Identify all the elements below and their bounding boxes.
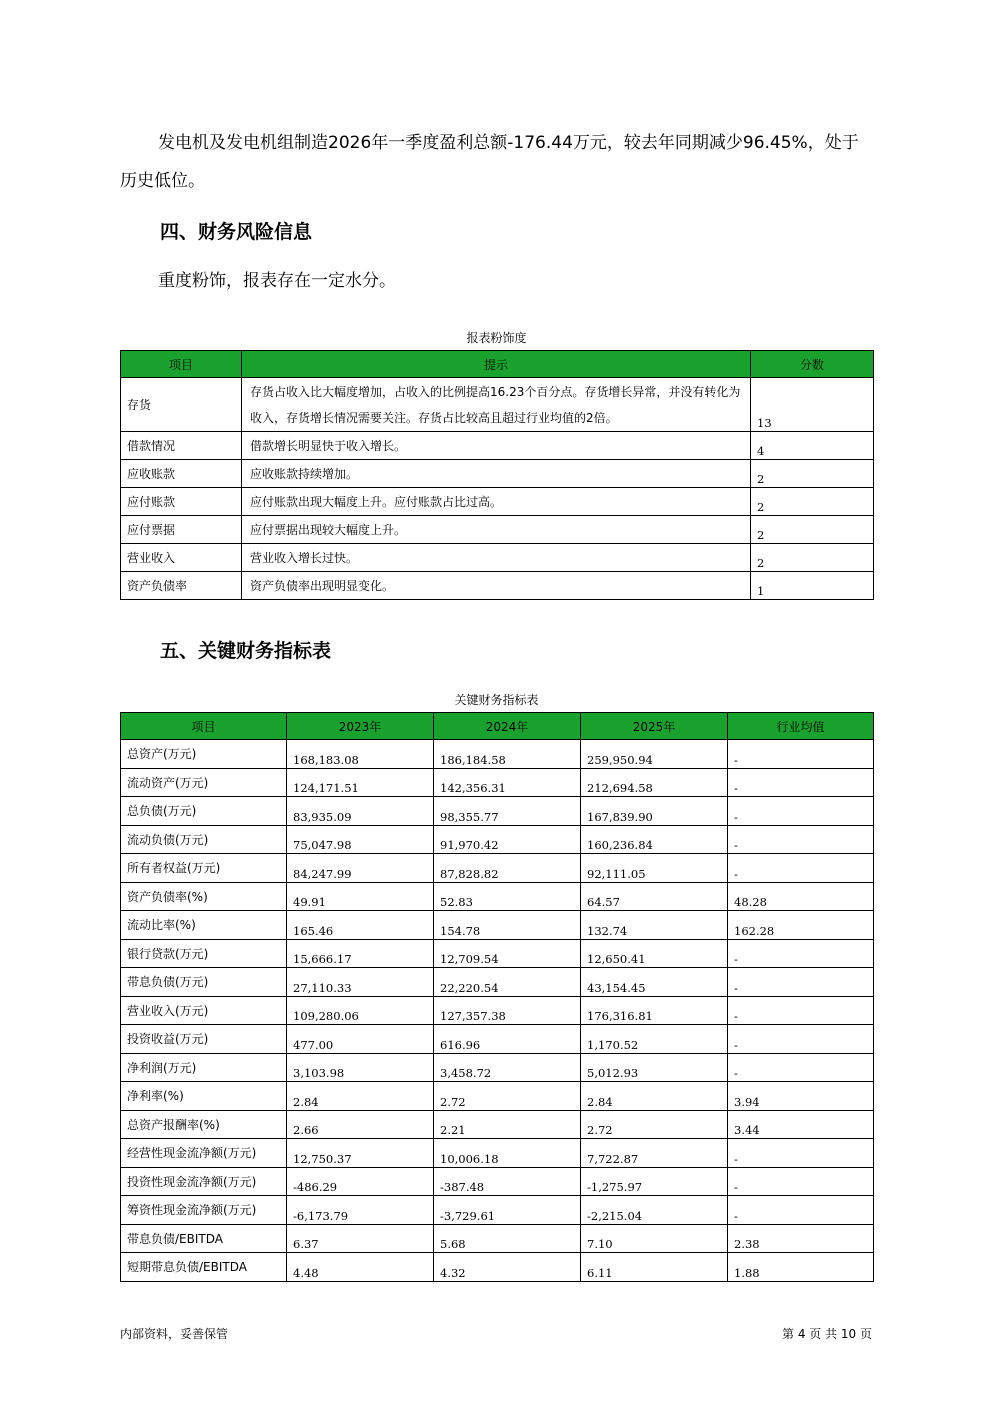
risk-table-row xyxy=(121,432,874,460)
risk-table-row xyxy=(121,460,874,488)
risk-tip-cell: 资产负债率出现明显变化。 xyxy=(242,572,751,600)
kfi-avg-cell: 48.28 xyxy=(728,882,874,911)
kfi-2024-cell: -387.48 xyxy=(434,1167,581,1196)
risk-table xyxy=(120,350,874,600)
kfi-item-cell: 银行贷款(万元) xyxy=(121,939,287,968)
kfi-2023-cell: 4.48 xyxy=(287,1253,434,1282)
kfi-table-row xyxy=(121,1053,874,1082)
risk-table-row xyxy=(121,572,874,600)
kfi-2023-cell: 124,171.51 xyxy=(287,768,434,797)
kfi-table-row xyxy=(121,911,874,940)
kfi-col-2025: 2025年 xyxy=(581,713,728,740)
kfi-avg-cell: - xyxy=(728,740,874,769)
kfi-2023-cell: 27,110.33 xyxy=(287,968,434,997)
kfi-col-2023: 2023年 xyxy=(287,713,434,740)
kfi-2025-cell: 7.10 xyxy=(581,1224,728,1253)
kfi-2025-cell: -1,275.97 xyxy=(581,1167,728,1196)
kfi-avg-cell: - xyxy=(728,825,874,854)
risk-table-header xyxy=(121,351,874,378)
kfi-item-cell: 净利润(万元) xyxy=(121,1053,287,1082)
kfi-2025-cell: 2.84 xyxy=(581,1082,728,1111)
kfi-2023-cell: 2.66 xyxy=(287,1110,434,1139)
kfi-2024-cell: -3,729.61 xyxy=(434,1196,581,1225)
kfi-avg-cell: - xyxy=(728,1167,874,1196)
kfi-table xyxy=(120,712,874,1282)
kfi-avg-cell: 3.44 xyxy=(728,1110,874,1139)
kfi-avg-cell: - xyxy=(728,968,874,997)
kfi-item-cell: 资产负债率(%) xyxy=(121,882,287,911)
kfi-2024-cell: 22,220.54 xyxy=(434,968,581,997)
kfi-2024-cell: 142,356.31 xyxy=(434,768,581,797)
kfi-2023-cell: 168,183.08 xyxy=(287,740,434,769)
kfi-2025-cell: 132.74 xyxy=(581,911,728,940)
risk-col-tip: 提示 xyxy=(242,351,751,378)
kfi-col-avg: 行业均值 xyxy=(728,713,874,740)
kfi-item-cell: 净利率(%) xyxy=(121,1082,287,1111)
kfi-2025-cell: 2.72 xyxy=(581,1110,728,1139)
kfi-2023-cell: 12,750.37 xyxy=(287,1139,434,1168)
risk-col-item: 项目 xyxy=(121,351,242,378)
kfi-col-2024: 2024年 xyxy=(434,713,581,740)
risk-tip-cell: 应收账款持续增加。 xyxy=(242,460,751,488)
kfi-avg-cell: - xyxy=(728,996,874,1025)
kfi-table-header xyxy=(121,713,874,740)
kfi-table-row xyxy=(121,797,874,826)
risk-score-cell: 1 xyxy=(751,572,874,600)
risk-tip-cell: 应付票据出现较大幅度上升。 xyxy=(242,516,751,544)
kfi-2024-cell: 154.78 xyxy=(434,911,581,940)
risk-item-cell: 借款情况 xyxy=(121,432,242,460)
kfi-table-row xyxy=(121,882,874,911)
kfi-avg-cell: - xyxy=(728,797,874,826)
kfi-avg-cell: - xyxy=(728,1196,874,1225)
kfi-2023-cell: 15,666.17 xyxy=(287,939,434,968)
risk-table-row xyxy=(121,544,874,572)
risk-tip-cell: 借款增长明显快于收入增长。 xyxy=(242,432,751,460)
footer-page-number: 第 4 页 共 10 页 xyxy=(782,1327,872,1341)
kfi-2025-cell: 167,839.90 xyxy=(581,797,728,826)
risk-table-row xyxy=(121,516,874,544)
intro-paragraph: 发电机及发电机组制造2026年一季度盈利总额-176.44万元，较去年同期减少96.45%，处于历史低位。 xyxy=(120,133,859,191)
kfi-2024-cell: 4.32 xyxy=(434,1253,581,1282)
kfi-table-row xyxy=(121,939,874,968)
kfi-avg-cell: - xyxy=(728,1025,874,1054)
kfi-item-cell: 流动资产(万元) xyxy=(121,768,287,797)
kfi-item-cell: 带息负债/EBITDA xyxy=(121,1224,287,1253)
kfi-item-cell: 经营性现金流净额(万元) xyxy=(121,1139,287,1168)
kfi-2025-cell: 176,316.81 xyxy=(581,996,728,1025)
kfi-item-cell: 投资性现金流净额(万元) xyxy=(121,1167,287,1196)
kfi-2025-cell: 212,694.58 xyxy=(581,768,728,797)
kfi-2024-cell: 186,184.58 xyxy=(434,740,581,769)
risk-tip-cell: 存货占收入比大幅度增加，占收入的比例提高16.23个百分点。存货增长异常，并没有转化为收入，存货增长情况需要关注。存货占比较高且超过行业均值的2倍。 xyxy=(242,378,751,432)
kfi-2023-cell: 75,047.98 xyxy=(287,825,434,854)
kfi-avg-cell: 3.94 xyxy=(728,1082,874,1111)
kfi-2025-cell: 12,650.41 xyxy=(581,939,728,968)
kfi-2025-cell: 92,111.05 xyxy=(581,854,728,883)
risk-table-row xyxy=(121,488,874,516)
kfi-2024-cell: 98,355.77 xyxy=(434,797,581,826)
kfi-2023-cell: 6.37 xyxy=(287,1224,434,1253)
risk-item-cell: 资产负债率 xyxy=(121,572,242,600)
kfi-avg-cell: 2.38 xyxy=(728,1224,874,1253)
kfi-avg-cell: 1.88 xyxy=(728,1253,874,1282)
kfi-2023-cell: 477.00 xyxy=(287,1025,434,1054)
kfi-item-cell: 所有者权益(万元) xyxy=(121,854,287,883)
risk-score-cell: 13 xyxy=(751,378,874,432)
risk-score-cell: 2 xyxy=(751,516,874,544)
risk-item-cell: 应付账款 xyxy=(121,488,242,516)
kfi-2024-cell: 91,970.42 xyxy=(434,825,581,854)
risk-table-row xyxy=(121,378,874,432)
kfi-table-title: 关键财务指标表 xyxy=(454,693,539,707)
risk-score-cell: 4 xyxy=(751,432,874,460)
kfi-col-item: 项目 xyxy=(121,713,287,740)
kfi-table-row xyxy=(121,854,874,883)
kfi-item-cell: 筹资性现金流净额(万元) xyxy=(121,1196,287,1225)
kfi-2023-cell: 84,247.99 xyxy=(287,854,434,883)
kfi-2023-cell: 165.46 xyxy=(287,911,434,940)
risk-table-title: 报表粉饰度 xyxy=(466,331,527,345)
kfi-2025-cell: 6.11 xyxy=(581,1253,728,1282)
kfi-2023-cell: 3,103.98 xyxy=(287,1053,434,1082)
kfi-avg-cell: - xyxy=(728,1139,874,1168)
kfi-2025-cell: 43,154.45 xyxy=(581,968,728,997)
kfi-item-cell: 短期带息负债/EBITDA xyxy=(121,1253,287,1282)
kfi-avg-cell: - xyxy=(728,939,874,968)
kfi-avg-cell: - xyxy=(728,768,874,797)
kfi-2025-cell: 1,170.52 xyxy=(581,1025,728,1054)
risk-item-cell: 存货 xyxy=(121,378,242,432)
risk-item-cell: 应付票据 xyxy=(121,516,242,544)
section5-heading: 五、关键财务指标表 xyxy=(160,640,332,662)
kfi-table-row xyxy=(121,1082,874,1111)
risk-tip-cell: 应付账款出现大幅度上升。应付账款占比过高。 xyxy=(242,488,751,516)
risk-score-cell: 2 xyxy=(751,488,874,516)
kfi-avg-cell: - xyxy=(728,854,874,883)
kfi-table-row xyxy=(121,1139,874,1168)
kfi-table-row xyxy=(121,1025,874,1054)
kfi-item-cell: 总负债(万元) xyxy=(121,797,287,826)
kfi-2024-cell: 2.21 xyxy=(434,1110,581,1139)
risk-col-score: 分数 xyxy=(751,351,874,378)
kfi-2024-cell: 12,709.54 xyxy=(434,939,581,968)
kfi-2024-cell: 2.72 xyxy=(434,1082,581,1111)
kfi-2025-cell: 7,722.87 xyxy=(581,1139,728,1168)
kfi-table-row xyxy=(121,1253,874,1282)
kfi-2024-cell: 87,828.82 xyxy=(434,854,581,883)
kfi-2024-cell: 52.83 xyxy=(434,882,581,911)
kfi-table-row xyxy=(121,825,874,854)
kfi-2023-cell: 49.91 xyxy=(287,882,434,911)
kfi-item-cell: 营业收入(万元) xyxy=(121,996,287,1025)
kfi-2024-cell: 127,357.38 xyxy=(434,996,581,1025)
kfi-2025-cell: 259,950.94 xyxy=(581,740,728,769)
kfi-2023-cell: -6,173.79 xyxy=(287,1196,434,1225)
footer-confidential: 内部资料，妥善保管 xyxy=(120,1327,229,1341)
risk-tip-cell: 营业收入增长过快。 xyxy=(242,544,751,572)
kfi-table-row xyxy=(121,996,874,1025)
kfi-2023-cell: -486.29 xyxy=(287,1167,434,1196)
kfi-item-cell: 总资产报酬率(%) xyxy=(121,1110,287,1139)
risk-item-cell: 应收账款 xyxy=(121,460,242,488)
kfi-item-cell: 流动负债(万元) xyxy=(121,825,287,854)
kfi-table-row xyxy=(121,968,874,997)
kfi-table-row xyxy=(121,1196,874,1225)
risk-item-cell: 营业收入 xyxy=(121,544,242,572)
kfi-2023-cell: 83,935.09 xyxy=(287,797,434,826)
kfi-2024-cell: 3,458.72 xyxy=(434,1053,581,1082)
risk-summary: 重度粉饰，报表存在一定水分。 xyxy=(158,271,396,291)
kfi-item-cell: 投资收益(万元) xyxy=(121,1025,287,1054)
section4-heading: 四、财务风险信息 xyxy=(160,221,313,243)
kfi-2024-cell: 10,006.18 xyxy=(434,1139,581,1168)
kfi-item-cell: 带息负债(万元) xyxy=(121,968,287,997)
kfi-table-row xyxy=(121,1224,874,1253)
kfi-table-row xyxy=(121,1110,874,1139)
kfi-2023-cell: 109,280.06 xyxy=(287,996,434,1025)
kfi-item-cell: 总资产(万元) xyxy=(121,740,287,769)
kfi-2023-cell: 2.84 xyxy=(287,1082,434,1111)
kfi-2025-cell: -2,215.04 xyxy=(581,1196,728,1225)
risk-score-cell: 2 xyxy=(751,460,874,488)
kfi-table-row xyxy=(121,768,874,797)
kfi-avg-cell: - xyxy=(728,1053,874,1082)
kfi-table-row xyxy=(121,1167,874,1196)
kfi-2024-cell: 5.68 xyxy=(434,1224,581,1253)
kfi-2025-cell: 5,012.93 xyxy=(581,1053,728,1082)
kfi-avg-cell: 162.28 xyxy=(728,911,874,940)
risk-score-cell: 2 xyxy=(751,544,874,572)
kfi-2025-cell: 160,236.84 xyxy=(581,825,728,854)
kfi-table-row xyxy=(121,740,874,769)
kfi-item-cell: 流动比率(%) xyxy=(121,911,287,940)
kfi-2024-cell: 616.96 xyxy=(434,1025,581,1054)
kfi-2025-cell: 64.57 xyxy=(581,882,728,911)
